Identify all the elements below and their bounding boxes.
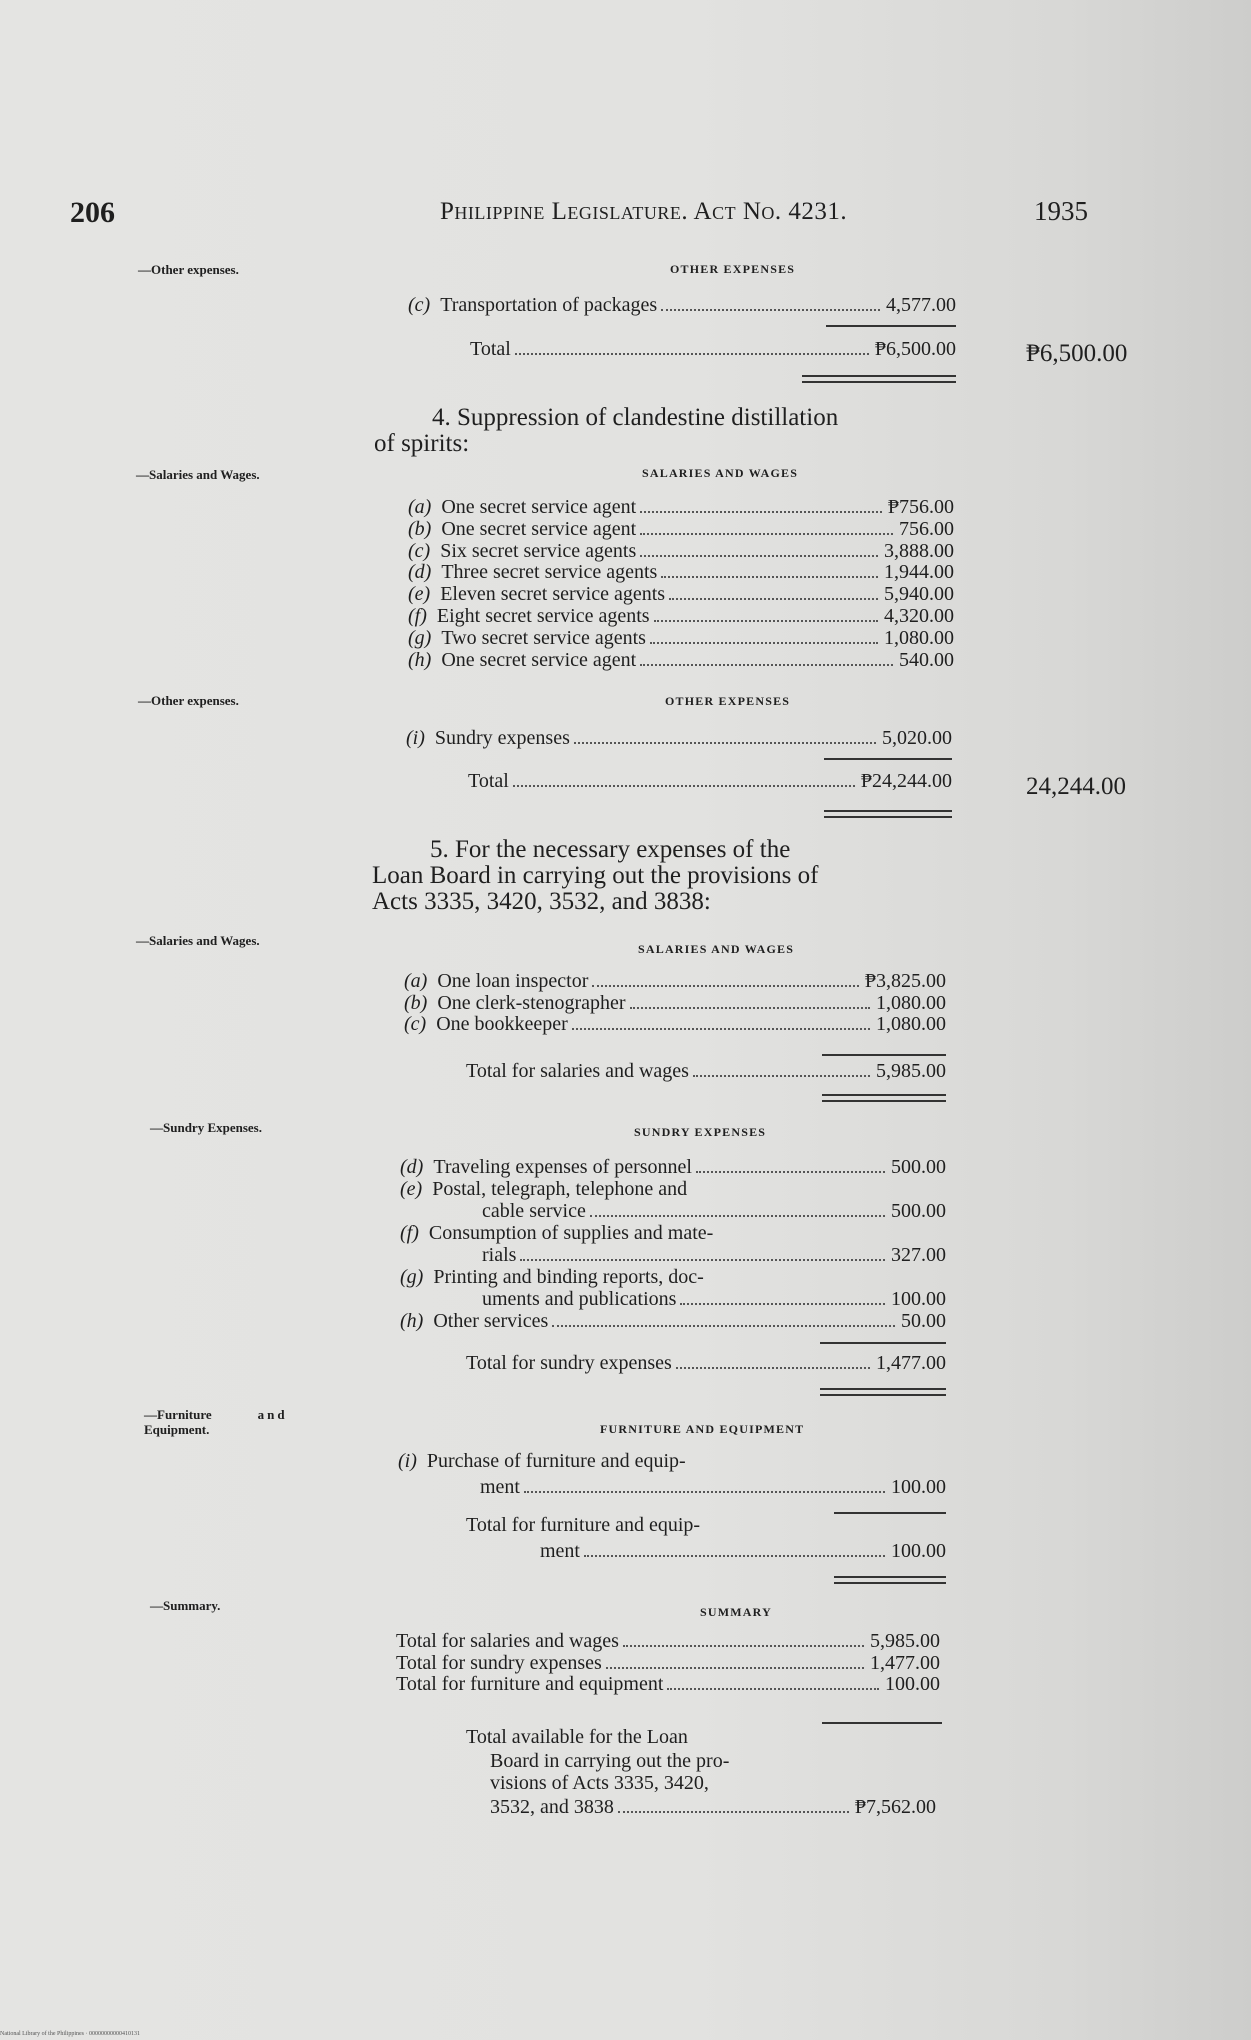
margin-note-summary: —Summary.: [150, 1598, 221, 1613]
item-text: (g) Two secret service agents: [408, 626, 646, 649]
item-amount: 50.00: [901, 1310, 946, 1332]
item-supplies-line2: [482, 1244, 946, 1267]
item-text: cable service: [482, 1200, 586, 1222]
item-text: Postal, telegraph, telephone and: [432, 1178, 688, 1200]
grand-total-right: ₱6,500.00: [1026, 340, 1128, 367]
leader-dots: [661, 309, 880, 311]
item-label: (d): [408, 561, 432, 584]
item-text: (c) Six secret service agents: [408, 539, 637, 562]
item-furniture-line2: [480, 1476, 946, 1499]
section-5-intro-line3: Acts 3335, 3420, 3532, and 3838:: [372, 888, 711, 915]
item-label: (c): [404, 1013, 427, 1035]
heading-salaries-wages: SALARIES AND WAGES: [638, 942, 795, 956]
leader-dots: [640, 533, 893, 535]
leader-dots: [584, 1555, 885, 1557]
item-text: (b) One secret service agent: [408, 517, 637, 540]
rule: [824, 758, 952, 760]
line-item: [396, 1630, 940, 1653]
item-label: (c): [408, 539, 431, 562]
item-amount: 1,080.00: [876, 1013, 946, 1035]
rule: [826, 325, 956, 327]
page-number: 206: [70, 196, 115, 229]
grand-total-line3: visions of Acts 3335, 3420,: [490, 1772, 709, 1794]
item-text: (b) One clerk-stenographer: [404, 991, 626, 1014]
item-amount: 5,985.00: [870, 1630, 940, 1652]
item-amount: 540.00: [899, 648, 954, 671]
item-amount: 5,020.00: [882, 727, 952, 749]
leader-dots: [592, 985, 858, 987]
line-item: [408, 496, 954, 519]
item-transportation: [408, 294, 956, 317]
item-amount: 100.00: [885, 1673, 940, 1695]
total-amount: 1,477.00: [876, 1352, 946, 1374]
item-amount: 4,320.00: [884, 605, 954, 627]
item-printing-line2: [482, 1288, 946, 1311]
leader-dots: [640, 664, 893, 666]
leader-dots: [520, 1259, 885, 1261]
item-furniture-line1: [398, 1450, 686, 1473]
item-text: Purchase of furniture and equip-: [426, 1450, 686, 1472]
heading-other-expenses: OTHER EXPENSES: [665, 694, 791, 708]
total-amount: 5,985.00: [876, 1060, 946, 1082]
item-postal-line1: [400, 1178, 687, 1201]
leader-dots: [574, 742, 876, 744]
total-furniture-line1: Total for furniture and equip-: [466, 1514, 701, 1536]
grand-total-line1: Total available for the Loan: [466, 1726, 688, 1748]
margin-note-salaries: —Salaries and Wages.: [136, 467, 260, 482]
total-row: [470, 338, 956, 361]
item-label: (f): [400, 1222, 419, 1244]
total-label: Total: [468, 770, 509, 792]
total-salaries-row: [466, 1060, 946, 1083]
item-text: (e) Eleven secret service agents: [408, 583, 666, 606]
leader-dots: [623, 1645, 864, 1647]
leader-dots: [693, 1075, 870, 1077]
item-amount: 327.00: [891, 1244, 946, 1266]
leader-dots: [661, 576, 878, 578]
item-label: (g): [408, 626, 432, 649]
item-amount: 1,944.00: [884, 561, 954, 584]
leader-dots: [680, 1303, 885, 1305]
item-label: (g): [400, 1266, 424, 1288]
item-sundry: [406, 727, 952, 750]
item-label: (f): [408, 605, 427, 627]
line-item: [408, 518, 954, 541]
total-label: Total for salaries and wages: [466, 1060, 689, 1082]
item-text: (a) One loan inspector: [404, 970, 589, 992]
margin-note-text: and: [257, 1407, 288, 1422]
leader-dots: [650, 642, 878, 644]
leader-dots: [696, 1171, 885, 1173]
item-label: (b): [404, 991, 428, 1014]
item-text: ment: [480, 1476, 520, 1498]
leader-dots: [667, 1688, 879, 1690]
item-label: (b): [408, 517, 432, 540]
item-text: (a) One secret service agent: [408, 496, 637, 518]
item-text: Traveling expenses of personnel: [433, 1156, 692, 1178]
item-amount: 756.00: [899, 517, 954, 540]
margin-note-text: —Furniture: [144, 1407, 212, 1422]
heading-other-expenses: OTHER EXPENSES: [670, 262, 796, 276]
heading-furniture-equipment: FURNITURE AND EQUIPMENT: [600, 1422, 805, 1436]
total-label: Total for sundry expenses: [466, 1352, 672, 1374]
rule: [822, 1054, 946, 1056]
section-4-intro-line1: 4. Suppression of clandestine distillation: [432, 404, 839, 431]
item-amount: 4,577.00: [886, 294, 956, 316]
leader-dots: [515, 353, 869, 355]
heading-summary: SUMMARY: [700, 1605, 772, 1619]
line-item: [404, 992, 946, 1015]
margin-note-other-expenses: —Other expenses.: [138, 693, 239, 708]
margin-note-salaries: —Salaries and Wages.: [136, 933, 260, 948]
grand-total-right: 24,244.00: [1026, 773, 1126, 800]
double-rule: [822, 1094, 946, 1102]
double-rule: [820, 1388, 946, 1396]
item-amount: 500.00: [891, 1200, 946, 1222]
line-item: [408, 561, 954, 584]
line-item: [408, 583, 954, 606]
item-label: (i): [406, 727, 425, 749]
line-item: [408, 627, 954, 650]
double-rule: [802, 375, 956, 383]
total-amount: ₱6,500.00: [874, 338, 956, 360]
section-5-intro-line1: 5. For the necessary expenses of the: [430, 836, 791, 863]
total-row: [468, 770, 952, 793]
item-text: Total for sundry expenses: [396, 1651, 602, 1674]
leader-dots: [552, 1325, 895, 1327]
running-year: 1935: [1034, 196, 1088, 226]
margin-note-text: Equipment.: [144, 1422, 210, 1437]
total-furniture-line2: [540, 1540, 946, 1563]
line-item: [404, 1013, 946, 1036]
item-amount: 1,477.00: [870, 1651, 940, 1674]
item-text: rials: [482, 1244, 517, 1266]
item-text: (h) One secret service agent: [408, 648, 637, 671]
total-amount: ₱24,244.00: [860, 770, 952, 792]
leader-dots: [572, 1028, 870, 1030]
section-4-intro-line2: of spirits:: [374, 430, 470, 457]
leader-dots: [640, 511, 882, 513]
leader-dots: [669, 598, 878, 600]
item-text: (f) Eight secret service agents: [408, 605, 650, 627]
leader-dots: [606, 1667, 864, 1669]
line-item: [404, 970, 946, 993]
item-text: Transportation of packages: [440, 294, 658, 316]
double-rule: [834, 1576, 946, 1584]
item-label: (a): [404, 970, 428, 992]
item-amount: 500.00: [891, 1156, 946, 1178]
leader-dots: [676, 1367, 870, 1369]
item-amount: ₱756.00: [887, 496, 954, 518]
item-label: (h): [400, 1310, 424, 1332]
line-item: [396, 1652, 940, 1675]
margin-note-other-expenses: —Other expenses.: [138, 262, 239, 277]
item-amount: 100.00: [891, 1288, 946, 1310]
item-text: Total for salaries and wages: [396, 1630, 619, 1652]
leader-dots: [618, 1811, 849, 1813]
item-other-services: [400, 1310, 946, 1333]
leader-dots: [590, 1215, 885, 1217]
item-label: (e): [408, 583, 431, 606]
total-label: Total: [470, 338, 511, 360]
item-label: (h): [408, 648, 432, 671]
double-rule: [824, 810, 952, 818]
leader-dots: [630, 1007, 870, 1009]
leader-dots: [513, 785, 855, 787]
total-sundry-row: [466, 1352, 946, 1375]
margin-note-furniture: [144, 1407, 288, 1437]
grand-total-amount: ₱7,562.00: [854, 1796, 936, 1818]
item-label: (a): [408, 496, 432, 518]
rule: [820, 1342, 946, 1344]
heading-salaries-wages: SALARIES AND WAGES: [642, 466, 799, 480]
item-postal-line2: [482, 1200, 946, 1223]
grand-total-label: 3532, and 3838: [490, 1796, 614, 1818]
item-label: (d): [400, 1156, 424, 1178]
item-text: Printing and binding reports, doc-: [433, 1266, 704, 1288]
item-text: uments and publications: [482, 1288, 677, 1310]
total-label: ment: [540, 1540, 580, 1562]
margin-note-sundry: —Sundry Expenses.: [150, 1120, 262, 1135]
item-traveling: [400, 1156, 946, 1179]
item-text: (d) Three secret service agents: [408, 561, 658, 584]
item-amount: 3,888.00: [884, 539, 954, 562]
leader-dots: [654, 620, 878, 622]
item-label: (c): [408, 294, 431, 316]
rule: [834, 1512, 946, 1514]
item-amount: 1,080.00: [884, 626, 954, 649]
item-text: Sundry expenses: [434, 727, 570, 749]
line-item: [408, 540, 954, 563]
grand-total-line2: Board in carrying out the pro-: [490, 1750, 730, 1772]
section-5-intro-line2: Loan Board in carrying out the provisions of: [372, 862, 819, 889]
item-text: Consumption of supplies and mate-: [428, 1222, 714, 1244]
line-item: [408, 649, 954, 672]
rule: [822, 1722, 942, 1724]
line-item: [408, 605, 954, 628]
scan-source-strip: National Library of the Philippines · 00000000000410131: [0, 2031, 140, 2037]
item-amount: 5,940.00: [884, 583, 954, 606]
item-text: Total for furniture and equipment: [396, 1673, 664, 1695]
line-item: [396, 1673, 940, 1696]
total-amount: 100.00: [891, 1540, 946, 1562]
heading-sundry-expenses: SUNDRY EXPENSES: [634, 1125, 767, 1139]
item-amount: 100.00: [891, 1476, 946, 1498]
item-amount: 1,080.00: [876, 991, 946, 1014]
running-head: Philippine Legislature. Act No. 4231.: [440, 198, 848, 225]
item-amount: ₱3,825.00: [864, 970, 946, 992]
item-text: Other services: [433, 1310, 549, 1332]
grand-total-line4: [490, 1796, 936, 1819]
item-printing-line1: [400, 1266, 704, 1289]
item-text: (c) One bookkeeper: [404, 1013, 568, 1035]
item-label: (e): [400, 1178, 423, 1200]
item-supplies-line1: [400, 1222, 713, 1245]
leader-dots: [524, 1491, 885, 1493]
leader-dots: [640, 555, 878, 557]
item-label: (i): [398, 1450, 417, 1472]
